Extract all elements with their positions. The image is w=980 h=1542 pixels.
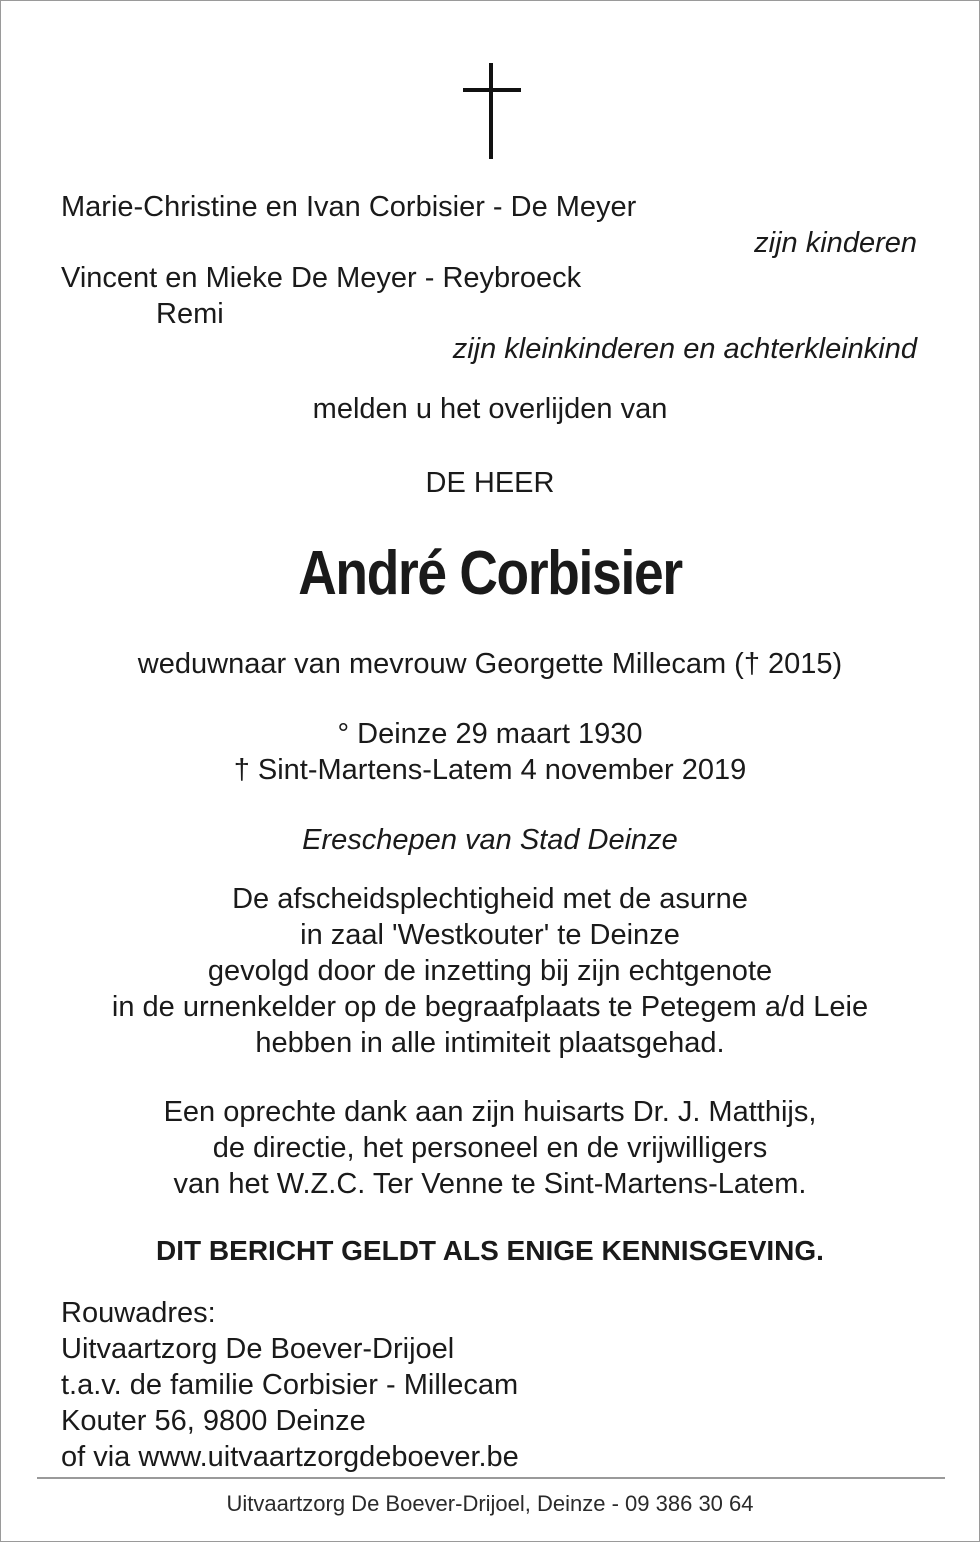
thanks-line: van het W.Z.C. Ter Venne te Sint-Martens-Latem. xyxy=(173,1168,807,1200)
address-line: Kouter 56, 9800 Deinze xyxy=(61,1405,366,1437)
ceremony-line: gevolgd door de inzetting bij zijn echtgenote xyxy=(207,955,773,987)
birth-line: ° Deinze 29 maart 1930 xyxy=(337,718,643,750)
thanks-paragraph xyxy=(1,1094,979,1202)
widower-line: weduwnaar van mevrouw Georgette Millecam († 2015) xyxy=(137,648,843,680)
thanks-line: Een oprechte dank aan zijn huisarts Dr. J. Matthijs, xyxy=(163,1096,817,1128)
announcer-grandchildren-line: Vincent en Mieke De Meyer - Reybroeck xyxy=(61,262,582,294)
ceremony-line: in de urnenkelder op de begraafplaats te Petegem a/d Leie xyxy=(111,991,869,1023)
announcer-children-line: Marie-Christine en Ivan Corbisier - De Meyer xyxy=(61,191,637,223)
honorific: DE HEER xyxy=(425,467,555,499)
ceremony-line: De afscheidsplechtigheid met de asurne xyxy=(232,883,748,915)
ceremony-paragraph xyxy=(1,881,979,1061)
relation-grandchildren-label: zijn kleinkinderen en achterkleinkind xyxy=(452,333,917,365)
ceremony-line: in zaal 'Westkouter' te Deinze xyxy=(300,919,680,951)
cross-icon xyxy=(463,63,521,161)
address-website-line: of via www.uitvaartzorgdeboever.be xyxy=(61,1441,519,1473)
announcer-great-grandchild-line: Remi xyxy=(156,298,224,330)
death-line: † Sint-Martens-Latem 4 november 2019 xyxy=(233,754,747,786)
footer-divider xyxy=(37,1477,945,1479)
address-line: Uitvaartzorg De Boever-Drijoel xyxy=(61,1333,455,1365)
mourning-address xyxy=(61,1295,519,1475)
ceremony-line: hebben in alle intimiteit plaatsgehad. xyxy=(255,1027,725,1059)
official-notice: DIT BERICHT GELDT ALS ENIGE KENNISGEVING. xyxy=(156,1235,824,1266)
address-line: Rouwadres: xyxy=(61,1297,216,1329)
relation-children-label: zijn kinderen xyxy=(754,227,917,259)
footer-funeral-home: Uitvaartzorg De Boever-Drijoel, Deinze - 09 386 30 64 xyxy=(226,1491,754,1516)
thanks-line: de directie, het personeel en de vrijwilligers xyxy=(212,1132,768,1164)
announcement-text: melden u het overlijden van xyxy=(312,393,668,425)
address-line: t.a.v. de familie Corbisier - Millecam xyxy=(61,1369,519,1401)
honorary-title: Ereschepen van Stad Deinze xyxy=(302,824,678,856)
deceased-name: André Corbisier xyxy=(298,539,682,608)
